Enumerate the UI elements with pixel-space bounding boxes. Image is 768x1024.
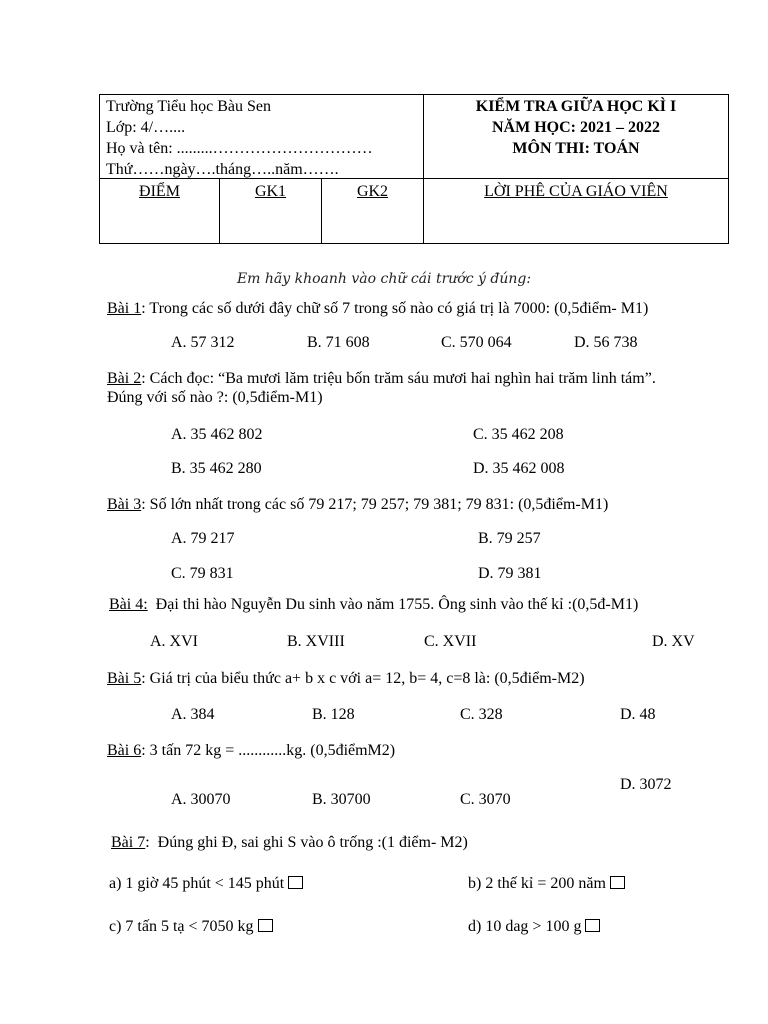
q4-option-a[interactable]: A. XVI: [150, 633, 198, 650]
q1-option-c[interactable]: C. 570 064: [441, 334, 512, 351]
q7-item-b: [468, 874, 625, 894]
question-6: [107, 741, 395, 761]
q2-option-a[interactable]: A. 35 462 802: [171, 426, 263, 443]
question-7-text: : Đúng ghi Đ, sai ghi S vào ô trống :(1 điểm- M2): [145, 834, 468, 851]
question-2-label: Bài 2: [107, 370, 142, 387]
school-name: Trường Tiểu học Bàu Sen: [106, 98, 272, 115]
question-3: [107, 495, 608, 515]
q2-option-c[interactable]: C. 35 462 208: [473, 426, 564, 443]
score-column-header: ĐIỂM: [139, 183, 180, 200]
q1-option-d[interactable]: D. 56 738: [574, 334, 638, 351]
q4-option-b[interactable]: B. XVIII: [287, 633, 345, 650]
q7-item-b-answer-box[interactable]: [610, 876, 625, 889]
q5-option-b[interactable]: B. 128: [312, 706, 355, 723]
instruction: Em hãy khoanh vào chữ cái trước ý đúng:: [236, 271, 532, 287]
q5-option-a[interactable]: A. 384: [171, 706, 215, 723]
question-5-label: Bài 5: [107, 670, 142, 687]
question-2-text: : Cách đọc: “Ba mươi lăm triệu bốn trăm sáu mươi hai nghìn hai trăm linh tám”.: [141, 370, 656, 387]
q7-item-d: [468, 917, 600, 937]
question-7: [111, 833, 468, 853]
q7-item-c-answer-box[interactable]: [258, 919, 273, 932]
q7-item-c-text: c) 7 tấn 5 tạ < 7050 kg: [109, 918, 254, 935]
question-3-text: : Số lớn nhất trong các số 79 217; 79 257; 79 381; 79 831: (0,5điểm-M1): [141, 496, 609, 513]
q3-option-c[interactable]: C. 79 831: [171, 565, 234, 582]
question-4-text: Đại thi hào Nguyễn Du sinh vào năm 1755. Ông sinh vào thế kỉ :(0,5đ-M1): [147, 596, 639, 613]
question-3-label: Bài 3: [107, 496, 142, 513]
teacher-comment-header: LỜI PHÊ CỦA GIÁO VIÊN: [484, 183, 668, 200]
question-6-text: : 3 tấn 72 kg = ............kg. (0,5điểmM2): [141, 742, 396, 759]
q7-item-b-text: b) 2 thế kỉ = 200 năm: [468, 875, 606, 892]
q4-option-c[interactable]: C. XVII: [424, 633, 477, 650]
q7-item-d-answer-box[interactable]: [585, 919, 600, 932]
question-5-text: : Giá trị của biểu thức a+ b x c với a= 12, b= 4, c=8 là: (0,5điểm-M2): [141, 670, 585, 687]
q6-option-a[interactable]: A. 30070: [171, 791, 231, 808]
question-6-label: Bài 6: [107, 742, 142, 759]
question-5: [107, 669, 585, 689]
q6-option-c[interactable]: C. 3070: [460, 791, 511, 808]
question-1: [107, 299, 648, 319]
q2-option-d[interactable]: D. 35 462 008: [473, 460, 565, 477]
q5-option-c[interactable]: C. 328: [460, 706, 503, 723]
q2-option-b[interactable]: B. 35 462 280: [171, 460, 262, 477]
q7-item-a-answer-box[interactable]: [288, 876, 303, 889]
student-name-line: Họ và tên: .........…………………………: [106, 140, 373, 157]
exam-title: KIỂM TRA GIỮA HỌC KÌ I: [475, 98, 677, 115]
q6-option-b[interactable]: B. 30700: [312, 791, 371, 808]
gk1-column-header: GK1: [254, 183, 287, 200]
q5-option-d[interactable]: D. 48: [620, 706, 656, 723]
school-year: NĂM HỌC: 2021 – 2022: [492, 119, 660, 136]
q7-item-a-text: a) 1 giờ 45 phút < 145 phút: [109, 875, 285, 892]
q1-option-a[interactable]: A. 57 312: [171, 334, 235, 351]
q6-option-d[interactable]: D. 3072: [620, 776, 672, 793]
q7-item-d-text: d) 10 dag > 100 g: [468, 918, 582, 935]
question-7-label: Bài 7: [111, 834, 146, 851]
question-4-label: Bài 4:: [109, 596, 148, 613]
question-1-text: : Trong các số dưới đây chữ số 7 trong số nào có giá trị là 7000: (0,5điểm- M1): [141, 300, 649, 317]
question-4: [109, 595, 638, 615]
q3-option-a[interactable]: A. 79 217: [171, 530, 235, 547]
question-1-label: Bài 1: [107, 300, 142, 317]
question-2-text-line2: Đúng với số nào ?: (0,5điểm-M1): [107, 389, 323, 406]
q7-item-c: [109, 917, 273, 937]
q3-option-b[interactable]: B. 79 257: [478, 530, 541, 547]
q1-option-b[interactable]: B. 71 608: [307, 334, 370, 351]
date-line: Thứ……ngày….tháng…..năm…….: [106, 161, 339, 178]
question-2: [107, 369, 656, 389]
exam-subject: MÔN THI: TOÁN: [512, 140, 640, 157]
q3-option-d[interactable]: D. 79 381: [478, 565, 542, 582]
q4-option-d[interactable]: D. XV: [652, 633, 695, 650]
gk2-column-header: GK2: [356, 183, 389, 200]
class-line: Lớp: 4/…....: [106, 119, 186, 136]
q7-item-a: [109, 874, 303, 894]
